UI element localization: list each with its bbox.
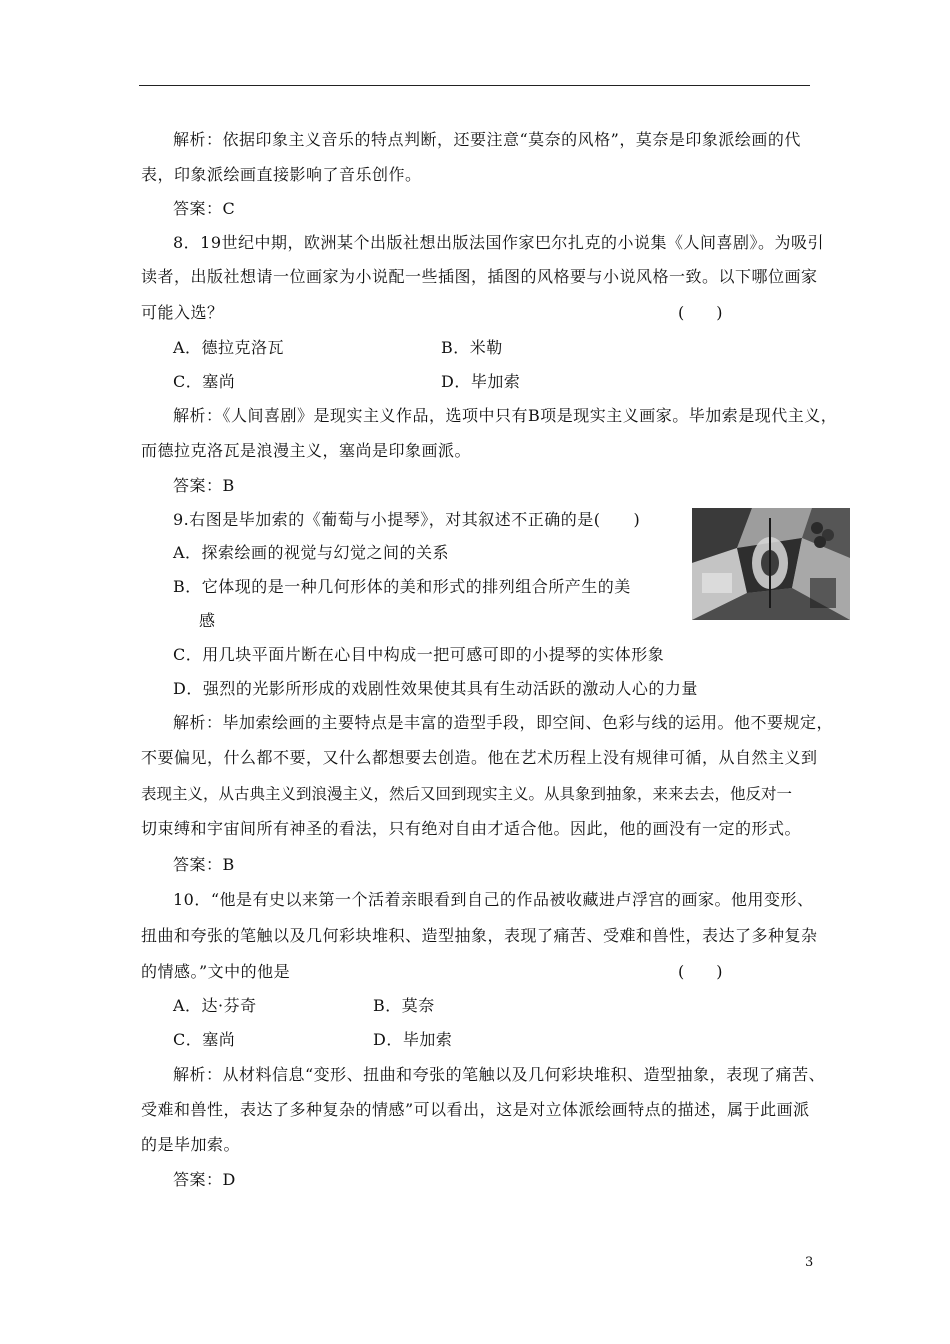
text-line: 解析：从材料信息“变形、扭曲和夸张的笔触以及几何彩块堆积、造型抽象，表现了痛苦、 bbox=[173, 1065, 826, 1084]
option-d: D．毕加索 bbox=[373, 1030, 453, 1049]
option-d: D．毕加索 bbox=[441, 372, 521, 391]
header-rule bbox=[139, 85, 810, 86]
text-line: 表现主义，从古典主义到浪漫主义，然后又回到现实主义。从具象到抽象，来来去去，他反对一 bbox=[141, 785, 793, 803]
option-c: C．塞尚 bbox=[173, 1030, 236, 1049]
text-line: 扭曲和夸张的笔触以及几何彩块堆积、造型抽象，表现了痛苦、受难和兽性，表达了多种复杂 bbox=[141, 926, 818, 945]
option-d: D．强烈的光影所形成的戏剧性效果使其具有生动活跃的激动人心的力量 bbox=[173, 679, 698, 698]
text-line: 解析：依据印象主义音乐的特点判断，还要注意“莫奈的风格”，莫奈是印象派绘画的代 bbox=[173, 130, 801, 149]
text-line: 答案：C bbox=[173, 199, 236, 218]
text-line: 答案：B bbox=[173, 476, 235, 495]
text-line: 的是毕加索。 bbox=[141, 1135, 241, 1154]
text-line: 可能入选？ bbox=[141, 303, 224, 322]
text-line: 读者，出版社想请一位画家为小说配一些插图，插图的风格要与小说风格一致。以下哪位画家 bbox=[141, 267, 818, 286]
option-a: A．探索绘画的视觉与幻觉之间的关系 bbox=[173, 543, 450, 562]
text-line: 的情感。”文中的他是 bbox=[141, 962, 291, 981]
option-c: C．塞尚 bbox=[173, 372, 236, 391]
text-line: 解析：毕加索绘画的主要特点是丰富的造型手段，即空间、色彩与线的运用。他不要规定， bbox=[173, 713, 834, 732]
option-c: C．用几块平面片断在心目中构成一把可感可即的小提琴的实体形象 bbox=[173, 645, 665, 664]
answer-paren: ( ) bbox=[678, 962, 723, 981]
question-8: 8．19世纪中期，欧洲某个出版社想出版法国作家巴尔扎克的小说集《人间喜剧》。为吸引 bbox=[173, 233, 825, 252]
option-a: A．德拉克洛瓦 bbox=[173, 338, 285, 357]
option-b: B．它体现的是一种几何形体的美和形式的排列组合所产生的美 bbox=[173, 577, 631, 596]
answer-paren: ( ) bbox=[678, 303, 723, 322]
text-line: 不要偏见，什么都不要，又什么都想要去创造。他在艺术历程上没有规律可循，从自然主义到 bbox=[141, 748, 818, 767]
text-line: 表，印象派绘画直接影响了音乐创作。 bbox=[141, 165, 422, 184]
text-line: 而德拉克洛瓦是浪漫主义，塞尚是印象画派。 bbox=[141, 441, 472, 460]
text-line: 切束缚和宇宙间所有神圣的看法，只有绝对自由才适合他。因此，他的画没有一定的形式。 bbox=[141, 819, 802, 838]
option-b: B．莫奈 bbox=[373, 996, 435, 1015]
question-9: 9.右图是毕加索的《葡萄与小提琴》，对其叙述不正确的是( ) bbox=[173, 510, 641, 529]
question-10: 10．“他是有史以来第一个活着亲眼看到自己的作品被收藏进卢浮宫的画家。他用变形、 bbox=[173, 890, 814, 909]
picasso-grapes-and-violin-painting-icon bbox=[692, 508, 850, 620]
option-b-cont: 感 bbox=[199, 611, 216, 630]
text-line: 答案：B bbox=[173, 855, 235, 874]
option-b: B．米勒 bbox=[441, 338, 503, 357]
text-line: 答案：D bbox=[173, 1170, 236, 1189]
text-line: 解析：《人间喜剧》是现实主义作品，选项中只有B项是现实主义画家。毕加索是现代主义， bbox=[173, 406, 838, 425]
page-number: 3 bbox=[805, 1255, 814, 1270]
option-a: A．达·芬奇 bbox=[173, 996, 257, 1015]
text-line: 受难和兽性，表达了多种复杂的情感”可以看出，这是对立体派绘画特点的描述，属于此画派 bbox=[141, 1100, 810, 1119]
